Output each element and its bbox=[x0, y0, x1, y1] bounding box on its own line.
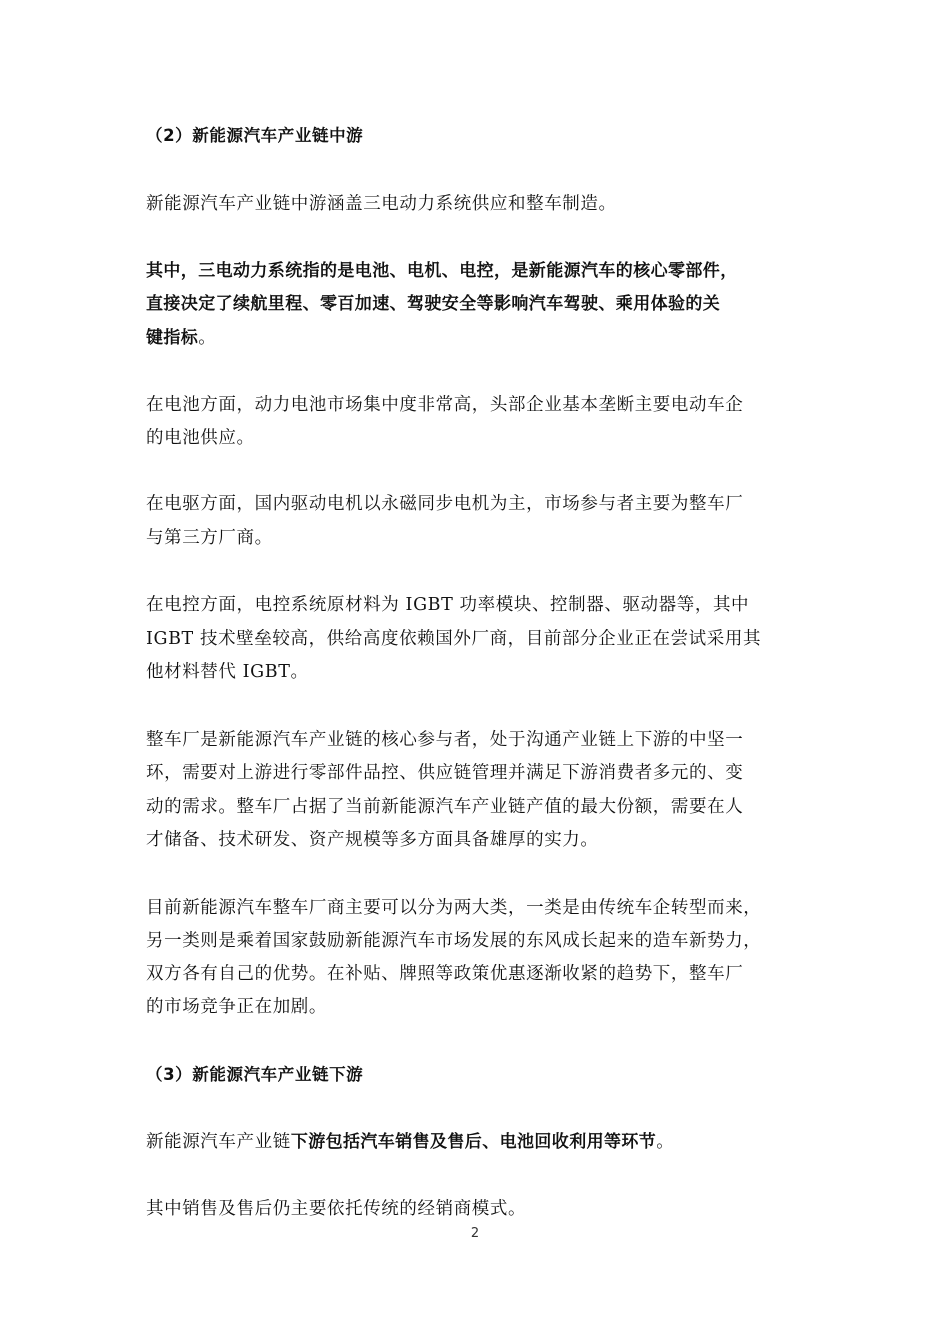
bold-text: 下游包括汽车销售及售后、电池回收利用等环节 bbox=[290, 1132, 657, 1152]
section-heading-downstream: （3）新能源汽车产业链下游 bbox=[146, 1065, 364, 1084]
paragraph-line bbox=[146, 327, 216, 349]
paragraph-line: 在电驱方面，国内驱动电机以永磁同步电机为主，市场参与者主要为整车厂 bbox=[146, 494, 744, 514]
page-number: 2 bbox=[470, 1226, 480, 1241]
paragraph-line: 另一类则是乘着国家鼓励新能源汽车市场发展的东风成长起来的造车新势力， bbox=[146, 931, 762, 951]
paragraph-line: 的市场竞争正在加剧。 bbox=[146, 997, 327, 1017]
punctuation: 。 bbox=[656, 1132, 675, 1152]
paragraph-line: 才储备、技术研发、资产规模等多方面具备雄厚的实力。 bbox=[146, 830, 599, 850]
paragraph-line: 动的需求。整车厂占据了当前新能源汽车产业链产值的最大份额，需要在人 bbox=[146, 797, 744, 817]
paragraph-line: 环，需要对上游进行零部件品控、供应链管理并满足下游消费者多元的、变 bbox=[146, 763, 744, 783]
paragraph-sales-service: 其中销售及售后仍主要依托传统的经销商模式。 bbox=[146, 1199, 527, 1219]
punctuation: 。 bbox=[198, 328, 217, 348]
paragraph-line: 整车厂是新能源汽车产业链的核心参与者，处于沟通产业链上下游的中坚一 bbox=[146, 730, 744, 750]
bold-text: 键指标 bbox=[146, 328, 199, 348]
paragraph-line: 直接决定了续航里程、零百加速、驾驶安全等影响汽车驾驶、乘用体验的关 bbox=[146, 294, 721, 314]
paragraph-line: 在电控方面，电控系统原材料为 IGBT 功率模块、控制器、驱动器等，其中 bbox=[146, 595, 750, 615]
section-heading-midstream: （2）新能源汽车产业链中游 bbox=[146, 126, 364, 145]
paragraph-line: IGBT 技术壁垒较高，供给高度依赖国外厂商，目前部分企业正在尝试采用其 bbox=[146, 629, 762, 649]
paragraph-line: 目前新能源汽车整车厂商主要可以分为两大类，一类是由传统车企转型而来， bbox=[146, 898, 762, 918]
paragraph-downstream-intro bbox=[146, 1131, 674, 1153]
paragraph-line: 他材料替代 IGBT。 bbox=[146, 662, 309, 682]
paragraph-line: 其中，三电动力系统指的是电池、电机、电控，是新能源汽车的核心零部件， bbox=[146, 261, 738, 281]
plain-text: 新能源汽车产业链 bbox=[146, 1132, 291, 1152]
paragraph-line: 双方各有自己的优势。在补贴、牌照等政策优惠逐渐收紧的趋势下，整车厂 bbox=[146, 964, 744, 984]
paragraph-line: 与第三方厂商。 bbox=[146, 528, 273, 548]
paragraph-line: 的电池供应。 bbox=[146, 428, 255, 448]
paragraph-line: 在电池方面，动力电池市场集中度非常高，头部企业基本垄断主要电动车企 bbox=[146, 395, 744, 415]
paragraph-midstream-intro: 新能源汽车产业链中游涵盖三电动力系统供应和整车制造。 bbox=[146, 194, 617, 214]
